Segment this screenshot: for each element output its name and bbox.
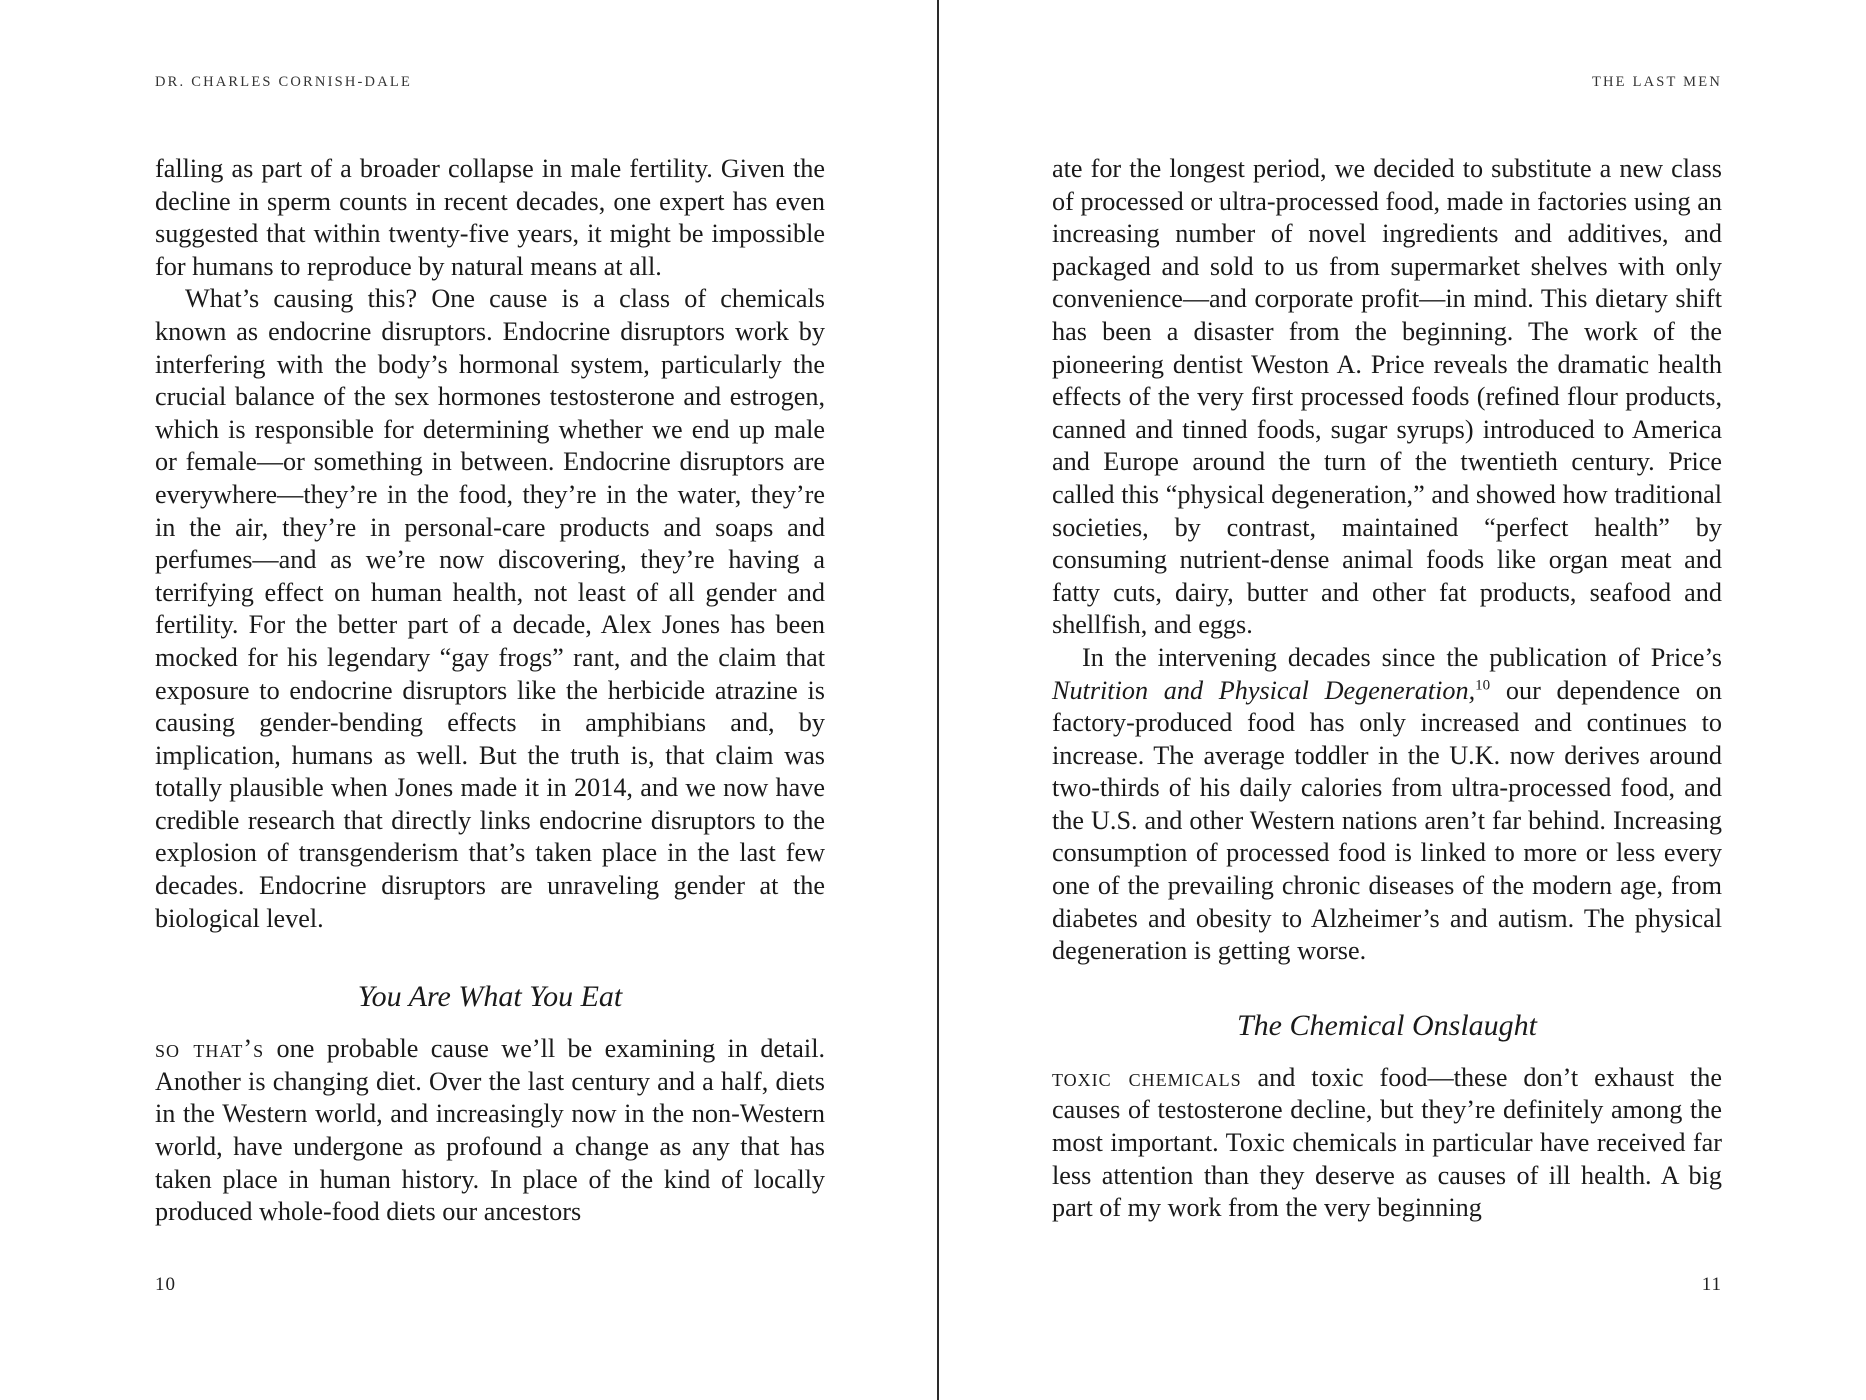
page-number: 10 xyxy=(155,1274,176,1295)
left-page xyxy=(155,0,825,1400)
section-lead-smallcaps: so that’s xyxy=(155,1034,265,1064)
book-title-italic: Nutrition and Physical Degeneration, xyxy=(1052,675,1476,705)
body-paragraph xyxy=(1052,642,1722,968)
body-paragraph: ate for the longest period, we decided to substitute a new class of processed or ultra-processed food, made in factories using an increasing number of novel ingredients and additives, and packaged and sold to us from supermarket shelves with only convenience—and corporate profit—in mind. This dietary shift has been a disaster from the beginning. The work of the pioneering dentist Weston A. Price reveals the dramatic health effects of the very first processed foods (refined flour products, canned and tinned foods, sugar syrups) introduced to America and Europe around the turn of the twentieth century. Price called this “physical degeneration,” and showed how traditional societies, by contrast, maintained “perfect health” by consuming nutrient-dense animal foods like organ meat and fatty cuts, dairy, butter and other fat products, seafood and shellfish, and eggs. xyxy=(1052,154,1722,640)
page-number: 11 xyxy=(1701,1274,1722,1295)
footnote-marker: 10 xyxy=(1475,676,1491,693)
right-text-block xyxy=(1052,153,1722,1225)
left-text-block xyxy=(155,153,825,1229)
page-gutter-divider xyxy=(937,0,939,1400)
right-page xyxy=(1052,0,1722,1400)
running-head-title: THE LAST MEN xyxy=(1591,74,1722,90)
body-paragraph: What’s causing this? One cause is a class of chemicals known as endocrine disruptors. Endocrine disruptors work by interfering with the body’s hormonal system, particularly the crucial balance of the sex hormones testosterone and estrogen, which is responsible for determining whether we end up male or female—or something in between. Endocrine disruptors are everywhere—they’re in the food, they’re in the water, they’re in the air, they’re in personal-care products and soaps and perfumes—and as we’re now discovering, they’re having a terrifying effect on human health, not least of all gender and fertility. For the better part of a decade, Alex Jones has been mocked for his legendary “gay frogs” rant, and the claim that exposure to endocrine disruptors like the herbicide atrazine is causing gender-bending effects in amphibians and, by implication, humans as well. But the truth is, that claim was totally plausible when Jones made it in 2014, and we now have credible research that directly links endocrine disruptors to the explosion of transgenderism that’s taken place in the last few decades. Endocrine disruptors are unraveling gender at the biological level. xyxy=(155,284,825,933)
section-paragraph-text: and toxic food—these don’t exhaust the causes of testosterone decline, but they’re definitely among the most important. Toxic chemicals in particular have received far less attention than they deserve as causes of ill health. A big part of my work from the very beginning xyxy=(1052,1062,1722,1223)
body-paragraph: falling as part of a broader collapse in male fertility. Given the decline in sperm counts in recent decades, one expert has even suggested that within twenty-five years, it might be impossible for humans to reproduce by natural means at all. xyxy=(155,154,825,281)
section-heading: You Are What You Eat xyxy=(357,980,623,1014)
section-opening-paragraph xyxy=(1052,1062,1722,1225)
section-heading: The Chemical Onslaught xyxy=(1237,1008,1537,1042)
running-head-author: DR. CHARLES CORNISH-DALE xyxy=(155,74,413,90)
paragraph-text: our dependence on factory-produced food has only increased and continues to increase. The average toddler in the U.K. now derives around two-thirds of his daily calories from ultra-processed food, and the U.S. and other Western nations aren’t far behind. Increasing consumption of processed food is linked to more or less every one of the prevailing chronic diseases of the modern age, from diabetes and obesity to Alzheimer’s and autism. The physical degeneration is getting worse. xyxy=(1052,675,1722,966)
section-opening-paragraph xyxy=(155,1033,825,1229)
section-paragraph-text: one probable cause we’ll be examining in detail. Another is changing diet. Over the last century and a half, diets in the Western world, and increasingly now in the non-Western world, have undergone as profound a change as any that has taken place in human history. In place of the kind of locally produced whole-food diets our ancestors xyxy=(155,1034,826,1227)
paragraph-text: In the intervening decades since the publication of Price’s xyxy=(1082,642,1722,672)
section-lead-smallcaps: toxic chemicals xyxy=(1052,1062,1242,1092)
